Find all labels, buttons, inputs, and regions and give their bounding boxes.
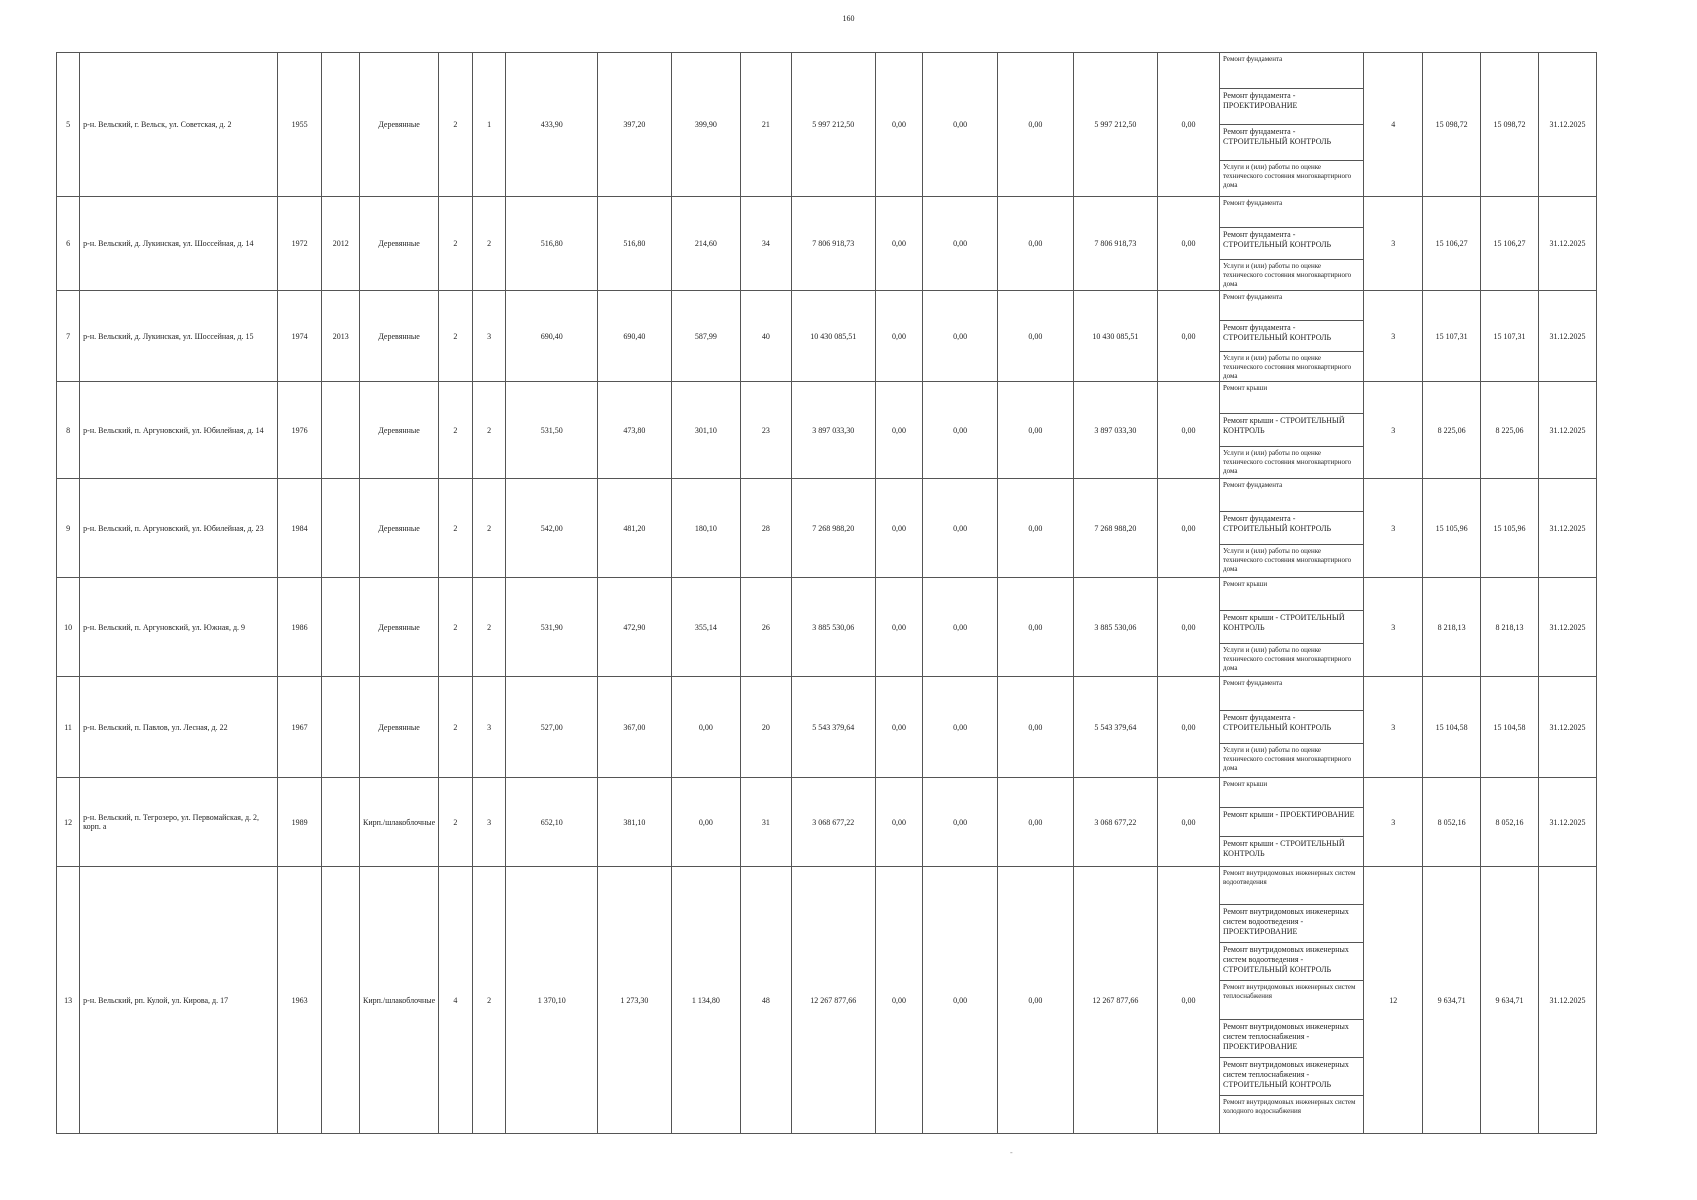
work-item: Ремонт внутридомовых инженерных систем водоотведения - ПРОЕКТИРОВАНИЕ (1220, 905, 1363, 943)
residents-count: 28 (741, 479, 792, 578)
unit-cost-limit: 15 105,96 (1481, 479, 1539, 578)
floors-count: 2 (439, 479, 473, 578)
works-count: 3 (1364, 778, 1423, 867)
cost-other: 0,00 (1157, 578, 1219, 677)
entrances-count: 2 (472, 197, 506, 291)
floors-count: 2 (439, 578, 473, 677)
wall-material: Деревянные (360, 197, 439, 291)
year-repair (322, 382, 360, 479)
work-item: Ремонт крыши - СТРОИТЕЛЬНЫЙ КОНТРОЛЬ (1220, 414, 1363, 446)
deadline-date: 31.12.2025 (1538, 778, 1596, 867)
cost-other: 0,00 (1157, 291, 1219, 382)
entrances-count: 3 (472, 291, 506, 382)
residents-count: 34 (741, 197, 792, 291)
row-number: 7 (57, 291, 80, 382)
unit-cost-limit: 15 107,31 (1481, 291, 1539, 382)
work-item: Ремонт внутридомовых инженерных систем теплоснабжения (1220, 981, 1363, 1019)
address: р-н. Вельский, рп. Кулой, ул. Кирова, д. 17 (80, 867, 278, 1134)
residents-count: 48 (741, 867, 792, 1134)
year-built: 1963 (278, 867, 322, 1134)
cost-other: 0,00 (1157, 479, 1219, 578)
work-item: Ремонт фундамента - СТРОИТЕЛЬНЫЙ КОНТРОЛЬ (1220, 125, 1363, 161)
cost-owners: 10 430 085,51 (1073, 291, 1157, 382)
unit-cost-limit: 15 104,58 (1481, 677, 1539, 778)
year-built: 1986 (278, 578, 322, 677)
row-number: 11 (57, 677, 80, 778)
work-item: Услуги и (или) работы по оценке технического состояния многоквартирного дома (1223, 163, 1352, 189)
work-item: Ремонт фундамента (1220, 677, 1363, 711)
work-item: Ремонт внутридомовых инженерных систем холодного водоснабжения (1223, 1097, 1356, 1115)
deadline-date: 31.12.2025 (1538, 382, 1596, 479)
cost-local: 0,00 (997, 53, 1073, 197)
work-item: Ремонт фундамента - СТРОИТЕЛЬНЫЙ КОНТРОЛЬ (1220, 711, 1363, 745)
works-list (1220, 677, 1364, 778)
work-item: Ремонт фундамента (1220, 197, 1363, 228)
deadline-date: 31.12.2025 (1538, 677, 1596, 778)
table-row (57, 197, 1597, 291)
work-item: Ремонт внутридомовых инженерных систем теплоснабжения - СТРОИТЕЛЬНЫЙ КОНТРОЛЬ (1220, 1058, 1363, 1096)
entrances-count: 2 (472, 578, 506, 677)
cost-owners: 3 068 677,22 (1073, 778, 1157, 867)
floors-count: 2 (439, 382, 473, 479)
unit-cost: 8 218,13 (1423, 578, 1481, 677)
row-number: 5 (57, 53, 80, 197)
unit-cost: 15 106,27 (1423, 197, 1481, 291)
work-item: Ремонт фундамента - СТРОИТЕЛЬНЫЙ КОНТРОЛЬ (1220, 512, 1363, 545)
floors-count: 2 (439, 677, 473, 778)
year-built: 1967 (278, 677, 322, 778)
floors-count: 4 (439, 867, 473, 1134)
wall-material: Деревянные (360, 479, 439, 578)
residents-count: 23 (741, 382, 792, 479)
work-item: Услуги и (или) работы по оценке технического состояния многоквартирного дома (1223, 547, 1352, 573)
cost-other: 0,00 (1157, 867, 1219, 1134)
area-private: 399,90 (671, 53, 740, 197)
cost-total: 10 430 085,51 (791, 291, 875, 382)
cost-regional: 0,00 (923, 578, 998, 677)
wall-material: Кирп./шлакоблочные (360, 778, 439, 867)
work-item: Ремонт фундамента (1220, 53, 1363, 89)
area-total: 542,00 (506, 479, 598, 578)
year-repair (322, 867, 360, 1134)
cost-fund: 0,00 (875, 578, 922, 677)
area-private: 0,00 (671, 677, 740, 778)
works-count: 4 (1364, 53, 1423, 197)
cost-regional: 0,00 (923, 291, 998, 382)
cost-fund: 0,00 (875, 479, 922, 578)
cost-owners: 5 543 379,64 (1073, 677, 1157, 778)
cost-fund: 0,00 (875, 53, 922, 197)
cost-fund: 0,00 (875, 778, 922, 867)
unit-cost-limit: 9 634,71 (1481, 867, 1539, 1134)
year-built: 1974 (278, 291, 322, 382)
residents-count: 31 (741, 778, 792, 867)
works-count: 12 (1364, 867, 1423, 1134)
area-private: 1 134,80 (671, 867, 740, 1134)
cost-other: 0,00 (1157, 677, 1219, 778)
residents-count: 26 (741, 578, 792, 677)
table-row (57, 578, 1597, 677)
work-item: Ремонт крыши - ПРОЕКТИРОВАНИЕ (1220, 808, 1363, 838)
unit-cost: 15 098,72 (1423, 53, 1481, 197)
cost-fund: 0,00 (875, 677, 922, 778)
area-total: 433,90 (506, 53, 598, 197)
area-private: 587,99 (671, 291, 740, 382)
area-private: 0,00 (671, 778, 740, 867)
works-list (1220, 197, 1364, 291)
cost-other: 0,00 (1157, 778, 1219, 867)
page-number: 160 (842, 14, 855, 23)
row-number: 10 (57, 578, 80, 677)
entrances-count: 3 (472, 677, 506, 778)
year-built: 1976 (278, 382, 322, 479)
deadline-date: 31.12.2025 (1538, 53, 1596, 197)
cost-local: 0,00 (997, 578, 1073, 677)
year-repair (322, 778, 360, 867)
cost-regional: 0,00 (923, 197, 998, 291)
table-row (57, 479, 1597, 578)
work-item: Услуги и (или) работы по оценке технического состояния многоквартирного дома (1223, 353, 1352, 380)
wall-material: Деревянные (360, 291, 439, 382)
area-residential: 690,40 (598, 291, 672, 382)
deadline-date: 31.12.2025 (1538, 291, 1596, 382)
cost-total: 3 885 530,06 (791, 578, 875, 677)
works-list (1220, 867, 1364, 1134)
year-repair (322, 479, 360, 578)
area-residential: 516,80 (598, 197, 672, 291)
wall-material: Деревянные (360, 382, 439, 479)
cost-regional: 0,00 (923, 867, 998, 1134)
cost-owners: 5 997 212,50 (1073, 53, 1157, 197)
cost-total: 5 543 379,64 (791, 677, 875, 778)
works-count: 3 (1364, 197, 1423, 291)
year-repair (322, 53, 360, 197)
area-total: 531,50 (506, 382, 598, 479)
wall-material: Деревянные (360, 53, 439, 197)
wall-material: Кирп./шлакоблочные (360, 867, 439, 1134)
unit-cost-limit: 8 218,13 (1481, 578, 1539, 677)
works-list (1220, 479, 1364, 578)
area-residential: 473,80 (598, 382, 672, 479)
work-item: Ремонт крыши - СТРОИТЕЛЬНЫЙ КОНТРОЛЬ (1220, 611, 1363, 644)
entrances-count: 2 (472, 867, 506, 1134)
cost-total: 5 997 212,50 (791, 53, 875, 197)
work-item: Услуги и (или) работы по оценке технического состояния многоквартирного дома (1223, 448, 1352, 475)
deadline-date: 31.12.2025 (1538, 479, 1596, 578)
entrances-count: 1 (472, 53, 506, 197)
works-count: 3 (1364, 382, 1423, 479)
area-residential: 472,90 (598, 578, 672, 677)
cost-local: 0,00 (997, 479, 1073, 578)
cost-local: 0,00 (997, 197, 1073, 291)
cost-owners: 7 268 988,20 (1073, 479, 1157, 578)
cost-fund: 0,00 (875, 197, 922, 291)
area-total: 516,80 (506, 197, 598, 291)
area-private: 180,10 (671, 479, 740, 578)
residents-count: 40 (741, 291, 792, 382)
area-residential: 381,10 (598, 778, 672, 867)
table-row (57, 778, 1597, 867)
cost-local: 0,00 (997, 677, 1073, 778)
work-item: Ремонт крыши (1220, 578, 1363, 611)
cost-owners: 3 885 530,06 (1073, 578, 1157, 677)
work-item: Ремонт фундамента (1220, 291, 1363, 321)
unit-cost: 8 052,16 (1423, 778, 1481, 867)
area-private: 214,60 (671, 197, 740, 291)
row-number: 9 (57, 479, 80, 578)
entrances-count: 3 (472, 778, 506, 867)
cost-total: 3 068 677,22 (791, 778, 875, 867)
entrances-count: 2 (472, 479, 506, 578)
unit-cost-limit: 15 106,27 (1481, 197, 1539, 291)
cost-owners: 3 897 033,30 (1073, 382, 1157, 479)
unit-cost: 15 107,31 (1423, 291, 1481, 382)
work-item: Ремонт фундамента - ПРОЕКТИРОВАНИЕ (1220, 89, 1363, 125)
table-row (57, 867, 1597, 1134)
cost-regional: 0,00 (923, 479, 998, 578)
address: р-н. Вельский, г. Вельск, ул. Советская, д. 2 (80, 53, 278, 197)
floors-count: 2 (439, 53, 473, 197)
works-count: 3 (1364, 291, 1423, 382)
deadline-date: 31.12.2025 (1538, 867, 1596, 1134)
row-number: 12 (57, 778, 80, 867)
works-count: 3 (1364, 578, 1423, 677)
cost-local: 0,00 (997, 867, 1073, 1134)
works-list (1220, 53, 1364, 197)
table-row (57, 382, 1597, 479)
unit-cost: 9 634,71 (1423, 867, 1481, 1134)
area-total: 690,40 (506, 291, 598, 382)
area-residential: 397,20 (598, 53, 672, 197)
floors-count: 2 (439, 778, 473, 867)
works-count: 3 (1364, 479, 1423, 578)
works-list (1220, 291, 1364, 382)
repair-program-table (56, 52, 1597, 1134)
address: р-н. Вельский, п. Аргуновский, ул. Юбилейная, д. 14 (80, 382, 278, 479)
unit-cost: 15 104,58 (1423, 677, 1481, 778)
works-count: 3 (1364, 677, 1423, 778)
table-row (57, 677, 1597, 778)
cost-regional: 0,00 (923, 382, 998, 479)
work-item: Ремонт фундамента (1220, 479, 1363, 512)
area-total: 531,90 (506, 578, 598, 677)
work-item: Услуги и (или) работы по оценке технического состояния многоквартирного дома (1223, 646, 1352, 672)
address: р-н. Вельский, п. Аргуновский, ул. Юбилейная, д. 23 (80, 479, 278, 578)
cost-other: 0,00 (1157, 382, 1219, 479)
cost-total: 7 806 918,73 (791, 197, 875, 291)
floors-count: 2 (439, 291, 473, 382)
row-number: 13 (57, 867, 80, 1134)
cost-total: 12 267 877,66 (791, 867, 875, 1134)
row-number: 8 (57, 382, 80, 479)
year-built: 1955 (278, 53, 322, 197)
work-item: Ремонт внутридомовых инженерных систем водоотведения - СТРОИТЕЛЬНЫЙ КОНТРОЛЬ (1220, 943, 1363, 981)
year-repair (322, 677, 360, 778)
area-residential: 367,00 (598, 677, 672, 778)
unit-cost: 15 105,96 (1423, 479, 1481, 578)
unit-cost-limit: 15 098,72 (1481, 53, 1539, 197)
work-item: Ремонт крыши (1220, 778, 1363, 808)
cost-local: 0,00 (997, 382, 1073, 479)
year-built: 1989 (278, 778, 322, 867)
unit-cost-limit: 8 225,06 (1481, 382, 1539, 479)
area-private: 301,10 (671, 382, 740, 479)
work-item: Ремонт крыши - СТРОИТЕЛЬНЫЙ КОНТРОЛЬ (1223, 839, 1345, 859)
year-built: 1984 (278, 479, 322, 578)
work-item: Ремонт фундамента - СТРОИТЕЛЬНЫЙ КОНТРОЛЬ (1220, 321, 1363, 351)
area-residential: 481,20 (598, 479, 672, 578)
unit-cost: 8 225,06 (1423, 382, 1481, 479)
address: р-н. Вельский, п. Аргуновский, ул. Южная, д. 9 (80, 578, 278, 677)
table-row (57, 53, 1597, 197)
row-number: 6 (57, 197, 80, 291)
wall-material: Деревянные (360, 677, 439, 778)
cost-fund: 0,00 (875, 382, 922, 479)
cost-total: 3 897 033,30 (791, 382, 875, 479)
works-list (1220, 778, 1364, 867)
cost-other: 0,00 (1157, 53, 1219, 197)
year-repair: 2012 (322, 197, 360, 291)
cost-total: 7 268 988,20 (791, 479, 875, 578)
address: р-н. Вельский, д. Лукинская, ул. Шоссейная, д. 15 (80, 291, 278, 382)
area-residential: 1 273,30 (598, 867, 672, 1134)
cost-regional: 0,00 (923, 53, 998, 197)
wall-material: Деревянные (360, 578, 439, 677)
area-private: 355,14 (671, 578, 740, 677)
cost-local: 0,00 (997, 778, 1073, 867)
cost-fund: 0,00 (875, 291, 922, 382)
work-item: Ремонт крыши (1220, 382, 1363, 414)
work-item: Ремонт фундамента - СТРОИТЕЛЬНЫЙ КОНТРОЛЬ (1220, 228, 1363, 259)
cost-fund: 0,00 (875, 867, 922, 1134)
cost-regional: 0,00 (923, 677, 998, 778)
year-built: 1972 (278, 197, 322, 291)
works-list (1220, 382, 1364, 479)
entrances-count: 2 (472, 382, 506, 479)
residents-count: 21 (741, 53, 792, 197)
scan-mark: - (1010, 1148, 1013, 1157)
cost-other: 0,00 (1157, 197, 1219, 291)
cost-local: 0,00 (997, 291, 1073, 382)
address: р-н. Вельский, п. Павлов, ул. Лесная, д. 22 (80, 677, 278, 778)
cost-owners: 12 267 877,66 (1073, 867, 1157, 1134)
area-total: 1 370,10 (506, 867, 598, 1134)
work-item: Услуги и (или) работы по оценке технического состояния многоквартирного дома (1223, 746, 1352, 773)
works-list (1220, 578, 1364, 677)
work-item: Ремонт внутридомовых инженерных систем теплоснабжения - ПРОЕКТИРОВАНИЕ (1220, 1020, 1363, 1058)
deadline-date: 31.12.2025 (1538, 578, 1596, 677)
year-repair: 2013 (322, 291, 360, 382)
address: р-н. Вельский, п. Тегрозеро, ул. Первомайская, д. 2, корп. а (80, 778, 278, 867)
area-total: 527,00 (506, 677, 598, 778)
cost-regional: 0,00 (923, 778, 998, 867)
table-row (57, 291, 1597, 382)
year-repair (322, 578, 360, 677)
area-total: 652,10 (506, 778, 598, 867)
deadline-date: 31.12.2025 (1538, 197, 1596, 291)
work-item: Ремонт внутридомовых инженерных систем водоотведения (1220, 867, 1363, 905)
address: р-н. Вельский, д. Лукинская, ул. Шоссейная, д. 14 (80, 197, 278, 291)
work-item: Услуги и (или) работы по оценке технического состояния многоквартирного дома (1223, 261, 1352, 288)
unit-cost-limit: 8 052,16 (1481, 778, 1539, 867)
residents-count: 20 (741, 677, 792, 778)
cost-owners: 7 806 918,73 (1073, 197, 1157, 291)
floors-count: 2 (439, 197, 473, 291)
